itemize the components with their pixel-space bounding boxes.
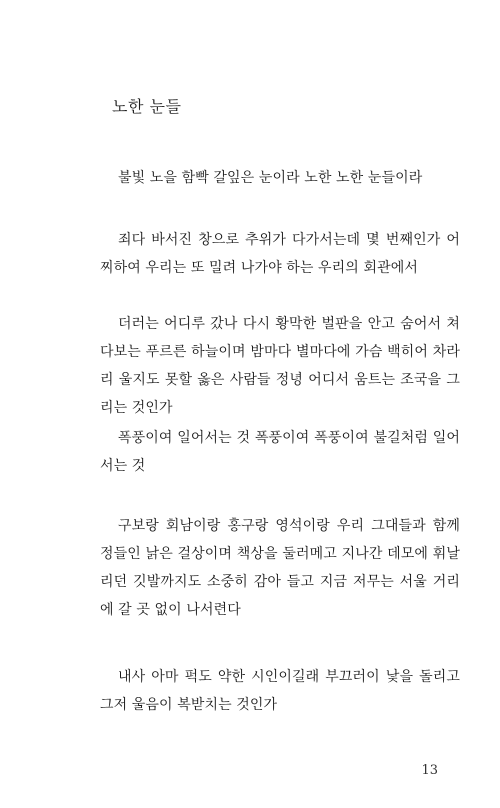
stanza-2: 죄다 바서진 창으로 추위가 다가서는데 몇 번째인가 어찌하여 우리는 또 밀려 나가야 하는 우리의 회관에서: [100, 232, 460, 276]
page-number: 13: [421, 763, 438, 778]
stanza-4: 폭풍이여 일어서는 것 폭풍이여 폭풍이여 불길처럼 일어서는 것: [100, 430, 460, 474]
stanza-3: 더러는 어디루 갔나 다시 황막한 벌판을 안고 숨어서 쳐다보는 푸르른 하늘이며 밤마다 별마다에 가슴 백히어 차라리 울지도 못할 옳은 사람들 정녕 어디서 움트는 조국을 그리는 것인가: [100, 316, 460, 416]
poem-title: 노한 눈들: [112, 96, 182, 116]
stanza-1: 불빛 노을 함빡 갈잎은 눈이라 노한 노한 눈들이라: [118, 170, 423, 186]
stanza-5: 구보랑 회남이랑 홍구랑 영석이랑 우리 그대들과 함께 정들인 낡은 걸상이며 책상을 둘러메고 지나간 데모에 휘날리던 깃발까지도 소중히 감아 들고 지금 저무는 서울 거리에 갈 곳 없이 나서련다: [100, 518, 460, 618]
stanza-6: 내사 아마 퍽도 약한 시인이길래 부끄러이 낯을 돌리고 그저 울음이 복받치는 것인가: [100, 669, 460, 713]
